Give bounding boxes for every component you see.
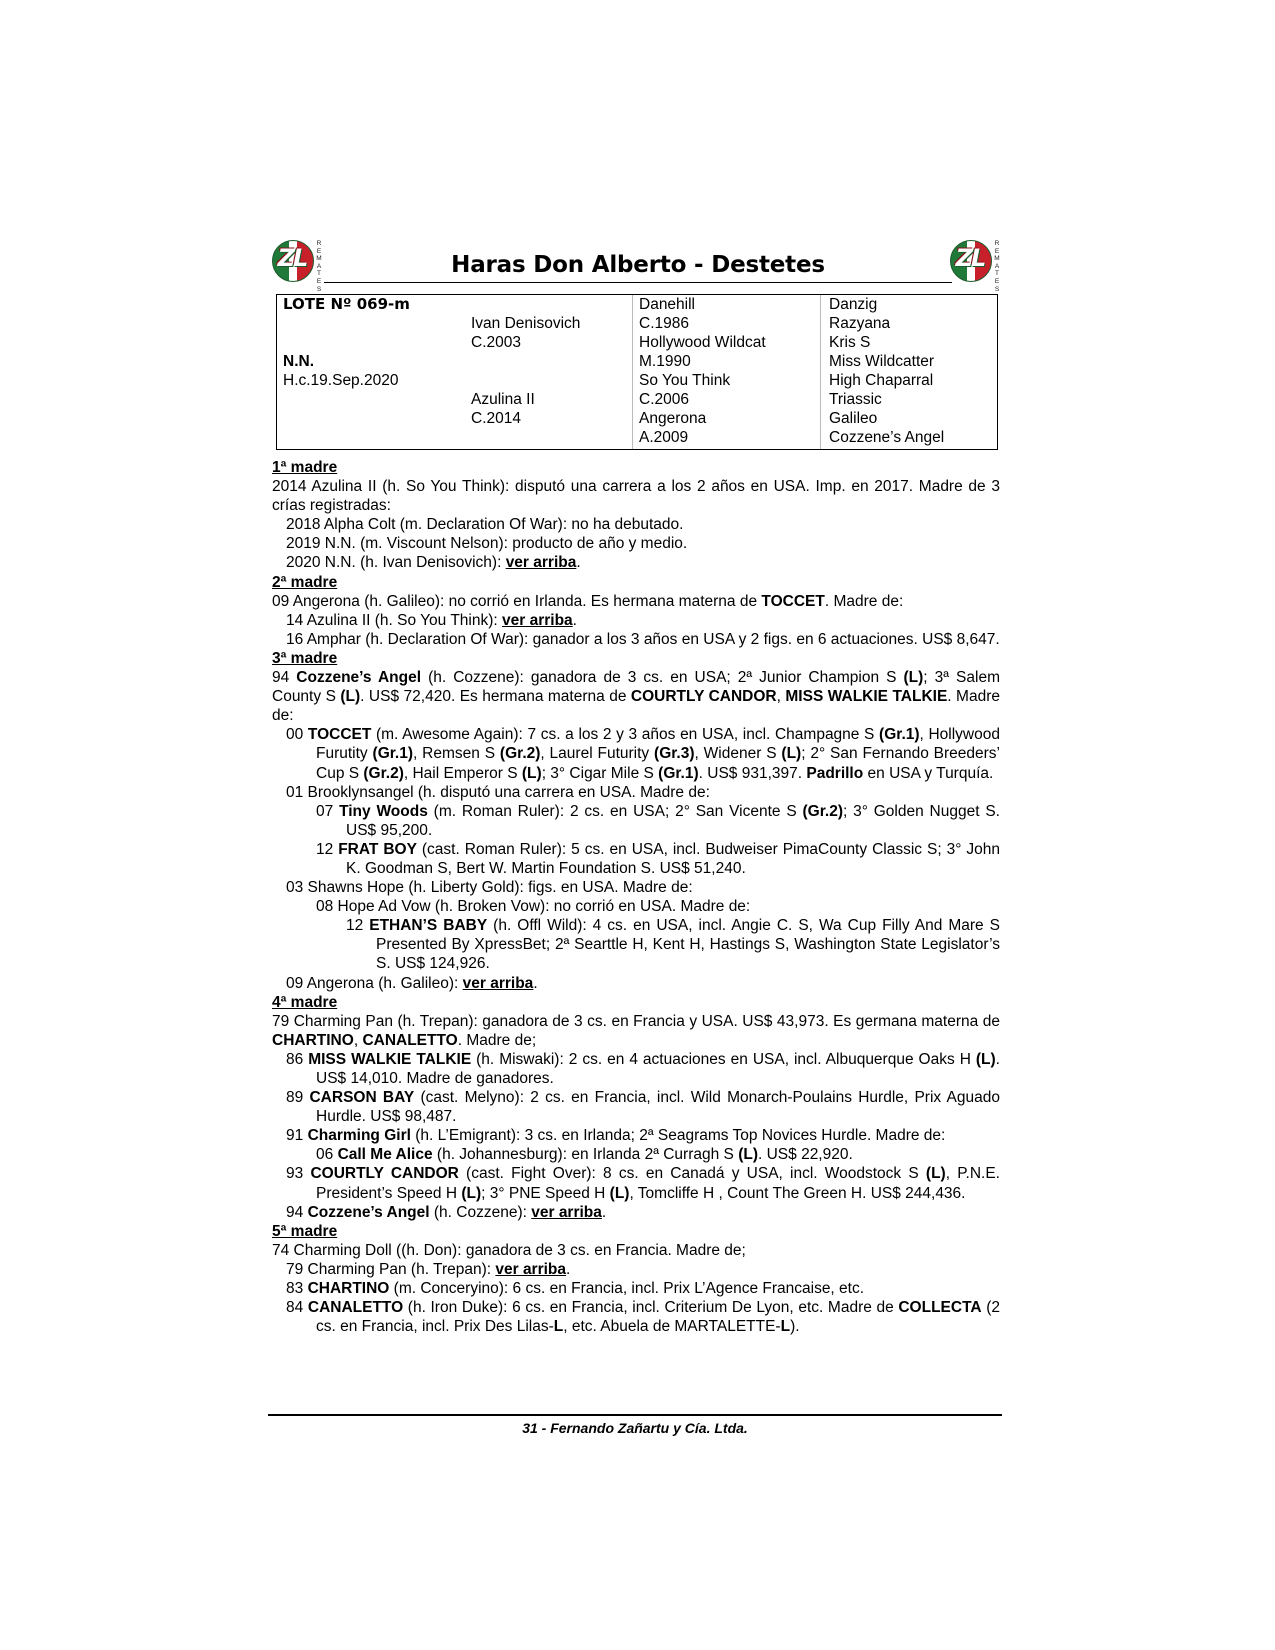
produce-entry: 12 FRAT BOY (cast. Roman Ruler): 5 cs. en USA, incl. Budweiser PimaCounty Classic S; 3° John K. Goodman S, Bert W. Martin Foundation S. US$ 51,240. <box>316 840 1000 877</box>
ver-arriba-reference: ver arriba <box>495 1260 567 1278</box>
produce-entry: 16 Amphar (h. Declaration Of War): ganador a los 3 años en USA y 2 figs. en 6 actuaciones. US$ 8,647. <box>286 630 1000 648</box>
gen4-entry: Cozzene’s Angel <box>829 429 945 446</box>
dam-info: C.2014 <box>471 410 521 427</box>
produce-entry: 89 CARSON BAY (cast. Melyno): 2 cs. en Francia, incl. Wild Monarch-Poulains Hurdle, Prix Aguado Hurdle. US$ 98,487. <box>286 1089 1000 1126</box>
produce-entry: 93 COURTLY CANDOR (cast. Fight Over): 8 cs. en Canadá y USA, incl. Woodstock S (L), P.N.E. President’s Speed H (L); 3° PNE Speed H (L), Tomcliffe H , Count The Green H. US$ 244,436. <box>286 1165 1000 1202</box>
dam-name: Azulina II <box>471 391 535 408</box>
section-heading: 1ª madre <box>272 459 338 476</box>
company-logo-left <box>272 240 324 293</box>
company-logo-right <box>950 240 1002 293</box>
produce-entry: 91 Charming Girl (h. L’Emigrant): 3 cs. en Irlanda; 2ª Seagrams Top Novices Hurdle. Madre de: <box>286 1127 946 1145</box>
gen3-entry: C.2006 <box>639 391 689 408</box>
produce-entry: 06 Call Me Alice (h. Johannesburg): en Irlanda 2ª Curragh S (L). US$ 22,920. <box>316 1146 853 1164</box>
gen4-entry: Galileo <box>829 410 878 427</box>
section-heading: 5ª madre <box>272 1222 338 1240</box>
produce-entry: 86 MISS WALKIE TALKIE (h. Miswaki): 2 cs. en 4 actuaciones en USA, incl. Albuquerque Oaks H (L). US$ 14,010. Madre de ganadores. <box>286 1050 1000 1087</box>
produce-entry: 2018 Alpha Colt (m. Declaration Of War): no ha debutado. <box>286 516 684 534</box>
gen3-entry: A.2009 <box>639 429 689 446</box>
dam-paragraph: 09 Angerona (h. Galileo): no corrió en Irlanda. Es hermana materna de TOCCET. Madre de: <box>272 592 904 610</box>
horse-name: N.N. <box>283 353 314 370</box>
dam-paragraph: 79 Charming Pan (h. Trepan): ganadora de 3 cs. en Francia y USA. US$ 43,973. Es germana materna de CHARTINO, CANALETTO. Madre de; <box>272 1012 1000 1049</box>
pedigree-notes <box>272 458 1000 1336</box>
produce-entry: 83 CHARTINO (m. Conceryino): 6 cs. en Francia, incl. Prix L’Agence Francaise, etc. <box>286 1280 865 1298</box>
logo-letters: ZL <box>277 244 307 272</box>
gen4-entry: Triassic <box>829 391 882 408</box>
produce-entry: 03 Shawns Hope (h. Liberty Gold): figs. en USA. Madre de: <box>286 879 693 897</box>
sire-info: C.2003 <box>471 334 521 351</box>
produce-entry: 84 CANALETTO (h. Iron Duke): 6 cs. en Francia, incl. Criterium De Lyon, etc. Madre de COLLECTA (2 cs. en Francia, incl. Prix Des Lilas-L, etc. Abuela de MARTALETTE-L). <box>286 1299 1000 1336</box>
ver-arriba-reference: ver arriba <box>462 974 534 992</box>
logo-side-text: R E M A T E S <box>316 240 322 293</box>
produce-entry: 2020 N.N. (h. Ivan Denisovich): ver arriba. <box>286 554 581 572</box>
logo-side-text: R E M A T E S <box>994 240 1000 293</box>
produce-entry: 00 TOCCET (m. Awesome Again): 7 cs. a los 2 y 3 años en USA, incl. Champagne S (Gr.1), Hollywood Furutity (Gr.1), Remsen S (Gr.2), Laurel Futurity (Gr.3), Widener S (L); 2° San Fernando Breeders’ Cup S (Gr.2), Hail Emperor S (L); 3° Cigar Mile S (Gr.1). US$ 931,397. Padrillo en USA y Turquía. <box>286 726 1001 782</box>
footer-divider <box>268 1414 1002 1416</box>
gen3-entry: M.1990 <box>639 353 691 370</box>
produce-entry: 79 Charming Pan (h. Trepan): ver arriba. <box>286 1260 571 1278</box>
gen3-entry: Hollywood Wildcat <box>639 334 766 351</box>
section-heading: 4ª madre <box>272 993 338 1011</box>
page-title: Haras Don Alberto - Destetes <box>451 252 825 278</box>
produce-entry: 12 ETHAN’S BABY (h. Offl Wild): 4 cs. en USA, incl. Angie C. S, Wa Cup Filly And Mare S Presented By XpressBet; 2ª Searttle H, Kent H, Hastings S, Washington State Legislator’s S. US$ 124,926. <box>346 917 1000 973</box>
horse-info: H.c.19.Sep.2020 <box>283 372 399 389</box>
sire-name: Ivan Denisovich <box>471 315 581 332</box>
dam-paragraph: 74 Charming Doll ((h. Don): ganadora de 3 cs. en Francia. Madre de; <box>272 1241 746 1259</box>
logo-letters: ZL <box>955 244 985 272</box>
produce-entry: 94 Cozzene’s Angel (h. Cozzene): ver arriba. <box>286 1203 607 1221</box>
gen3-entry: So You Think <box>639 372 731 389</box>
column-divider <box>632 295 633 449</box>
gen4-entry: Kris S <box>829 334 871 351</box>
pedigree-table <box>276 294 998 450</box>
section-heading: 3ª madre <box>272 649 338 667</box>
produce-entry: 07 Tiny Woods (m. Roman Ruler): 2 cs. en USA; 2° San Vicente S (Gr.2); 3° Golden Nugget S. US$ 95,200. <box>316 802 1000 839</box>
ver-arriba-reference: ver arriba <box>505 554 577 572</box>
gen4-entry: Razyana <box>829 315 891 332</box>
column-divider <box>820 295 821 449</box>
gen4-entry: Danzig <box>829 296 878 313</box>
gen3-entry: Danehill <box>639 296 696 313</box>
produce-entry: 09 Angerona (h. Galileo): ver arriba. <box>286 974 538 992</box>
gen4-entry: Miss Wildcatter <box>829 353 935 370</box>
lot-number: LOTE Nº 069-m <box>283 295 410 313</box>
produce-entry: 01 Brooklynsangel (h. disputó una carrera en USA. Madre de: <box>286 783 710 801</box>
produce-entry: 14 Azulina II (h. So You Think): ver arriba. <box>286 611 577 629</box>
ver-arriba-reference: ver arriba <box>531 1203 602 1221</box>
gen4-entry: High Chaparral <box>829 372 934 389</box>
title-bar <box>324 250 952 283</box>
dam-paragraph: 2014 Azulina II (h. So You Think): disputó una carrera a los 2 años en USA. Imp. en 2017. Madre de 3 crías registradas: <box>272 478 1000 515</box>
gen3-entry: Angerona <box>639 410 707 427</box>
produce-entry: 08 Hope Ad Vow (h. Broken Vow): no corrió en USA. Madre de: <box>316 898 751 916</box>
gen3-entry: C.1986 <box>639 315 689 332</box>
ver-arriba-reference: ver arriba <box>502 611 573 629</box>
produce-entry: 2019 N.N. (m. Viscount Nelson): producto de año y medio. <box>286 535 688 553</box>
page-footer: 31 - Fernando Zañartu y Cía. Ltda. <box>522 1420 748 1436</box>
dam-paragraph: 94 Cozzene’s Angel (h. Cozzene): ganadora de 3 cs. en USA; 2ª Junior Champion S (L); 3ª Salem County S (L). US$ 72,420. Es hermana materna de COURTLY CANDOR, MISS WALKIE TALKIE. Madre de: <box>272 669 1000 725</box>
section-heading: 2ª madre <box>272 573 338 591</box>
